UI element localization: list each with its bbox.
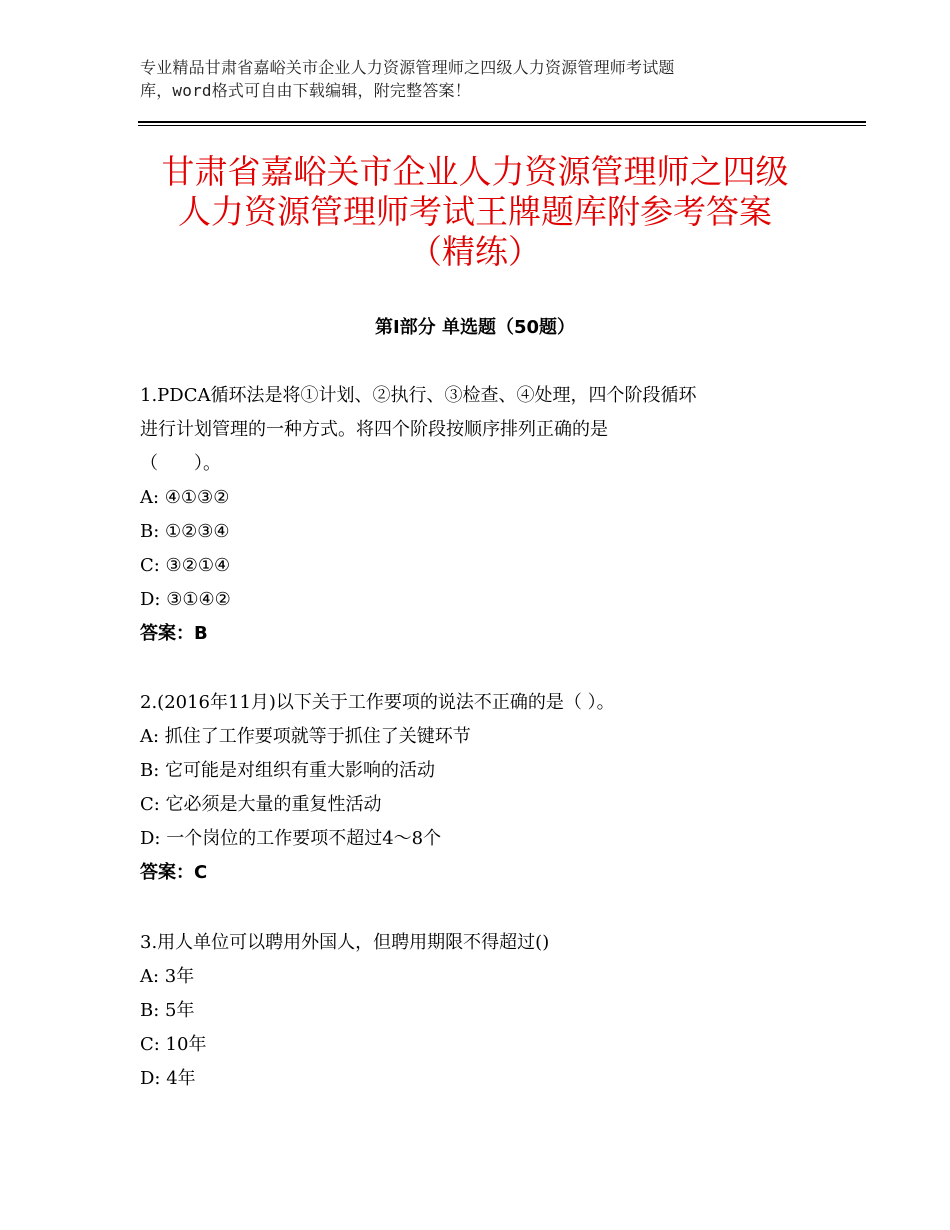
question-stem-line: 1.PDCA循环法是将①计划、②执行、③检查、④处理，四个阶段循环 xyxy=(140,385,697,406)
title-line-3: （精练） xyxy=(409,232,541,271)
document-title xyxy=(100,152,850,272)
question-stem-line: 进行计划管理的一种方式。将四个阶段按顺序排列正确的是 xyxy=(140,419,608,440)
option-b: B: 它可能是对组织有重大影响的活动 xyxy=(140,760,436,781)
question-stem-line: （ ）。 xyxy=(140,453,221,474)
answer: 答案：B xyxy=(140,623,208,644)
option-a: A: 抓住了工作要项就等于抓住了关键环节 xyxy=(140,726,471,747)
option-c: C: 10年 xyxy=(140,1034,207,1055)
option-d: D: ③①④② xyxy=(140,589,231,610)
section-heading: 第Ⅰ部分 单选题（50题） xyxy=(374,317,575,338)
title-line-2: 人力资源管理师考试王牌题库附参考答案 xyxy=(178,192,772,231)
option-a: A: ④①③② xyxy=(140,487,230,508)
option-b: B: 5年 xyxy=(140,1000,195,1021)
option-d: D: 4年 xyxy=(140,1068,196,1089)
option-a: A: 3年 xyxy=(140,966,195,987)
answer: 答案：C xyxy=(140,862,208,883)
header-note-line-2: 库，word格式可自由下载编辑，附完整答案！ xyxy=(140,81,471,100)
option-b: B: ①②③④ xyxy=(140,521,230,542)
option-c: C: ③②①④ xyxy=(140,555,231,576)
header-divider-thin xyxy=(138,125,866,126)
header-note xyxy=(140,56,820,102)
header-divider-thick xyxy=(138,121,866,123)
title-line-1: 甘肃省嘉峪关市企业人力资源管理师之四级 xyxy=(161,152,789,191)
option-c: C: 它必须是大量的重复性活动 xyxy=(140,794,382,815)
question-stem-line: 2.(2016年11月)以下关于工作要项的说法不正确的是（ ）。 xyxy=(140,692,615,713)
header-note-line-1: 专业精品甘肃省嘉峪关市企业人力资源管理师之四级人力资源管理师考试题 xyxy=(140,58,675,77)
question-stem-line: 3.用人单位可以聘用外国人，但聘用期限不得超过() xyxy=(140,932,550,953)
question-3 xyxy=(140,926,820,1096)
question-2 xyxy=(140,686,820,890)
question-1 xyxy=(140,379,820,651)
option-d: D: 一个岗位的工作要项不超过4～8个 xyxy=(140,828,442,849)
